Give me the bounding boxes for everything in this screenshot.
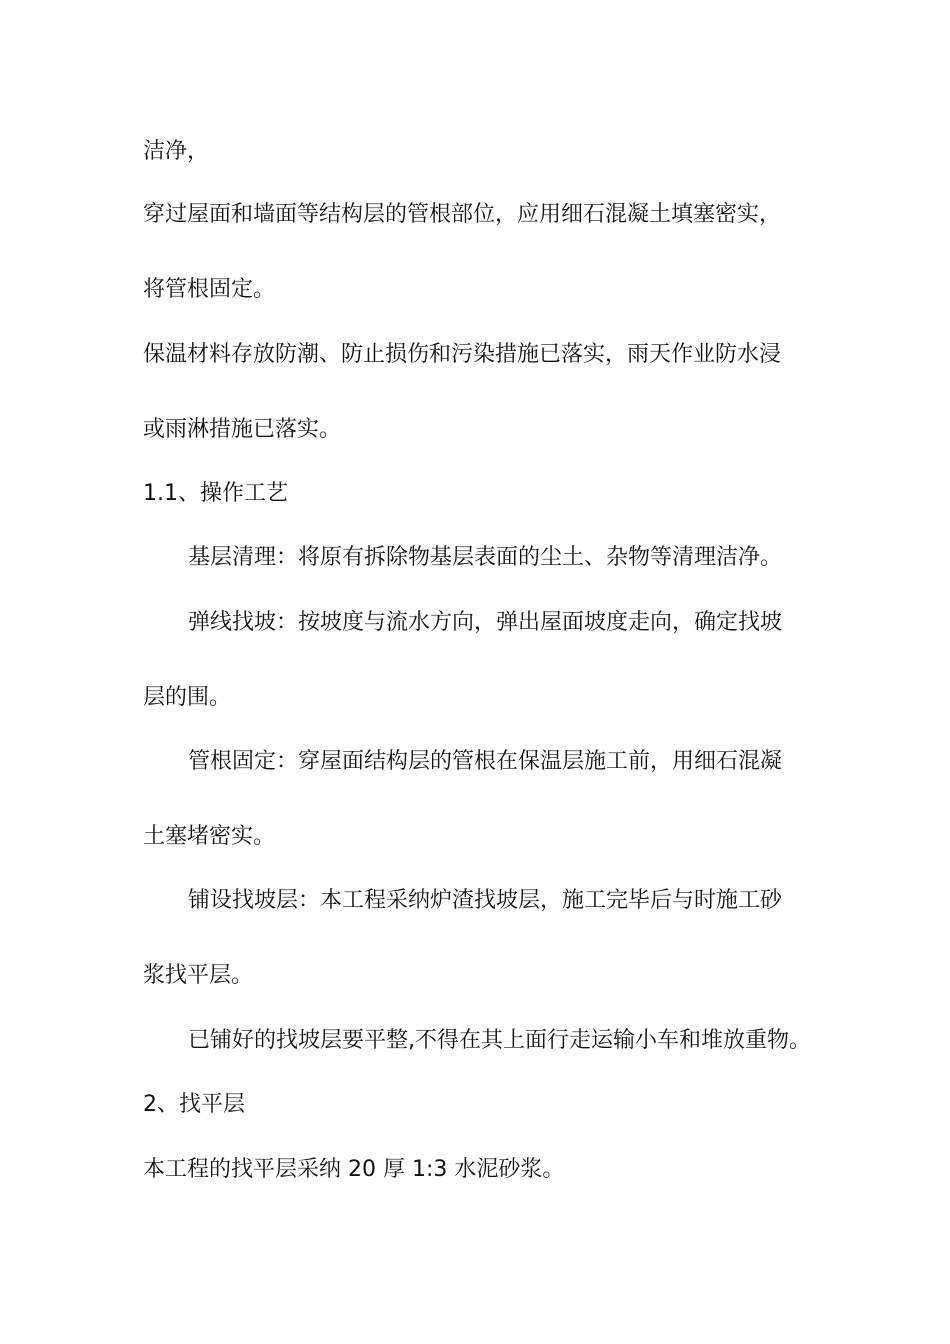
text-line: 已铺好的找坡层要平整,不得在其上面行走运输小车和堆放重物。 [188, 1028, 811, 1053]
section-heading: 1.1、操作工艺 [143, 481, 288, 506]
text-line: 弹线找坡：按坡度与流水方向，弹出屋面坡度走向，确定找坡 [188, 610, 783, 635]
text-line: 或雨淋措施已落实。 [143, 417, 342, 442]
text-line: 保温材料存放防潮、防止损伤和污染措施已落实，雨天作业防水浸 [143, 342, 782, 367]
text-line: 铺设找坡层：本工程采纳炉渣找坡层，施工完毕后与时施工砂 [188, 888, 783, 913]
text-line: 将管根固定。 [143, 277, 276, 302]
text-line: 穿过屋面和墙面等结构层的管根部位，应用细石混凝土填塞密实， [143, 202, 782, 227]
text-line: 基层清理：将原有拆除物基层表面的尘土、杂物等清理洁净。 [188, 545, 783, 570]
text-line: 层的围。 [143, 685, 232, 710]
text-line: 浆找平层。 [143, 963, 254, 988]
text-line: 管根固定：穿屋面结构层的管根在保温层施工前，用细石混凝 [188, 749, 783, 774]
text-line: 洁净， [143, 139, 210, 164]
text-line: 本工程的找平层采纳 20 厚 1:3 水泥砂浆。 [143, 1157, 565, 1182]
section-heading: 2、找平层 [143, 1092, 245, 1117]
text-line: 土塞堵密实。 [143, 824, 276, 849]
